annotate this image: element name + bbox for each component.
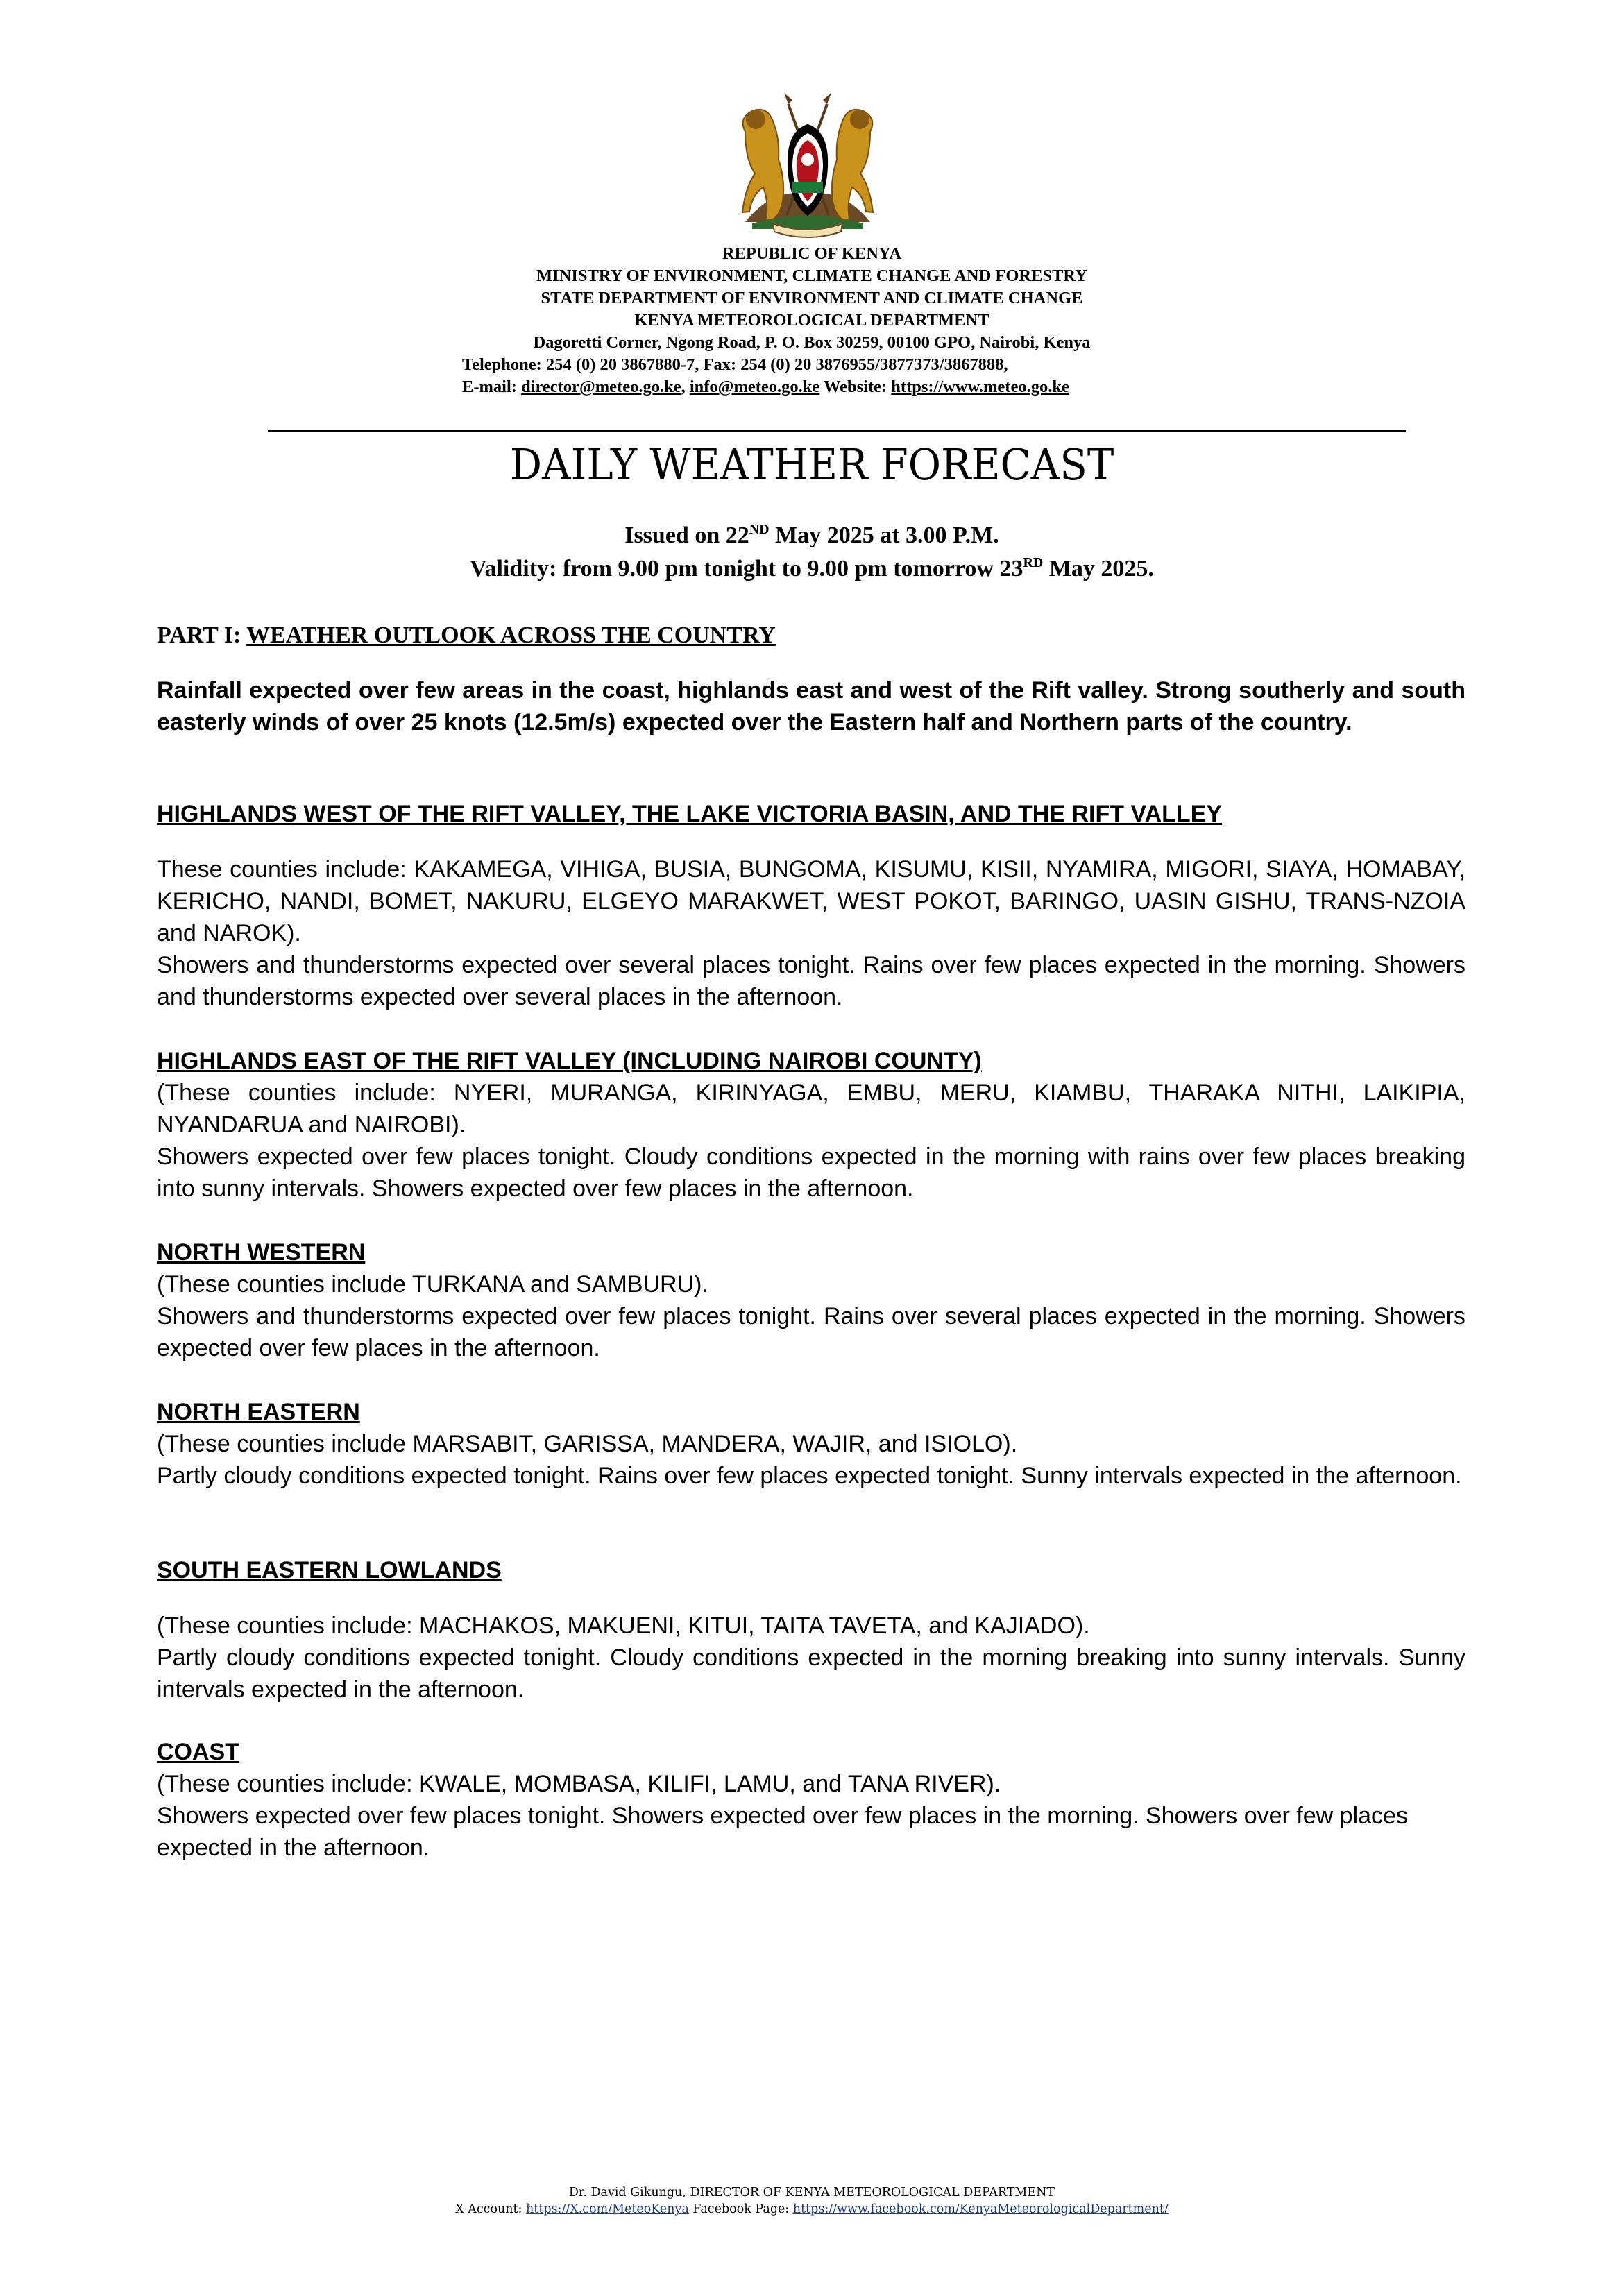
telephone-line: Telephone: 254 (0) 20 3867880-7, Fax: 254 (0) 20 3876955/3877373/3867888, [462,355,1008,374]
section-heading-north-western: NORTH WESTERN [157,1239,366,1266]
department-line: KENYA METEOROLOGICAL DEPARTMENT [634,311,989,330]
facebook-label: Facebook Page: [688,2202,793,2216]
director-email-link[interactable]: director@meteo.go.ke [521,377,681,396]
issued-line [208,519,1416,552]
issued-prefix: Issued on 22 [624,522,749,548]
section-forecast: Showers and thunderstorms expected over few places tonight. Rains over several places expected in the morning. Showers expected over few places in the afternoon. [157,1303,1465,1361]
issue-info [208,519,1416,586]
section-body-highlands-east [157,1077,1465,1205]
section-heading-coast: COAST [157,1739,239,1765]
page-title: DAILY WEATHER FORECAST [509,439,1114,490]
email-line [208,376,1416,398]
section-counties: (These counties include: MACHAKOS, MAKUENI, KITUI, TAITA TAVETA, and KAJIADO). [157,1613,1090,1639]
address-line: Dagoretti Corner, Ngong Road, P. O. Box 30259, 00100 GPO, Nairobi, Kenya [533,333,1091,352]
ministry-line: MINISTRY OF ENVIRONMENT, CLIMATE CHANGE AND FORESTRY [536,266,1087,285]
section-counties: (These counties include: KWALE, MOMBASA, KILIFI, LAMU, and TANA RIVER). [157,1771,1001,1797]
state-department-line: STATE DEPARTMENT OF ENVIRONMENT AND CLIMATE CHANGE [541,289,1083,307]
section-body-highlands-west [157,853,1465,1013]
section-forecast: Showers expected over few places tonight. Cloudy conditions expected in the morning with rains over few places breaking into sunny intervals. Showers expected over few places in the afternoon. [157,1143,1465,1202]
website-label: Website: [819,377,892,396]
part-label: PART I: [157,622,247,648]
validity-sup: RD [1023,555,1044,570]
section-heading-south-eastern: SOUTH EASTERN LOWLANDS [157,1557,502,1583]
part-title: WEATHER OUTLOOK ACROSS THE COUNTRY [246,622,776,648]
facebook-page-link[interactable]: https://www.facebook.com/KenyaMeteorologicalDepartment/ [792,2202,1169,2216]
section-heading-highlands-east: HIGHLANDS EAST OF THE RIFT VALLEY (INCLUDING NAIROBI COUNTY) [157,1048,982,1074]
section-heading-highlands-west: HIGHLANDS WEST OF THE RIFT VALLEY, THE LAKE VICTORIA BASIN, AND THE RIFT VALLEY [157,801,1223,827]
validity-line [208,552,1416,586]
email-label: E-mail: [462,377,522,396]
section-body-south-eastern [157,1610,1465,1706]
validity-prefix: Validity: from 9.00 pm tonight to 9.00 pm tomorrow 23 [470,556,1023,581]
info-email-link[interactable]: info@meteo.go.ke [689,377,820,396]
section-counties: (These counties include TURKANA and SAMBURU). [157,1271,708,1298]
section-counties: (These counties include: NYERI, MURANGA, KIRINYAGA, EMBU, MERU, KIAMBU, THARAKA NITHI, LAIKIPIA, NYANDARUA and NAIROBI). [157,1080,1465,1138]
section-body-north-eastern [157,1428,1465,1492]
issued-suffix: May 2025 at 3.00 P.M. [769,522,999,548]
email-separator: , [681,377,690,396]
part-heading [157,620,776,652]
section-body-coast [157,1768,1447,1864]
page-footer [208,2184,1416,2218]
letterhead [208,243,1416,398]
section-forecast: Partly cloudy conditions expected tonight. Rains over few places expected tonight. Sunny intervals expected in the afternoon. [157,1463,1462,1489]
section-body-north-western [157,1268,1465,1364]
footer-social [208,2201,1416,2218]
issued-sup: ND [749,522,770,537]
section-counties: (These counties include MARSABIT, GARISSA, MANDERA, WAJIR, and ISIOLO). [157,1431,1018,1457]
section-forecast: Showers and thunderstorms expected over several places tonight. Rains over few places expected in the morning. Showers and thunderstorms expected over several places in the afternoon. [157,952,1465,1010]
kenya-coat-of-arms-icon [724,90,891,239]
section-forecast: Partly cloudy conditions expected tonight. Cloudy conditions expected in the morning breaking into sunny intervals. Sunny intervals expected in the afternoon. [157,1644,1465,1703]
footer-signatory: Dr. David Gikungu, DIRECTOR OF KENYA METEOROLOGICAL DEPARTMENT [568,2186,1055,2200]
website-link[interactable]: https://www.meteo.go.ke [891,377,1069,396]
section-counties: These counties include: KAKAMEGA, VIHIGA, BUSIA, BUNGOMA, KISUMU, KISII, NYAMIRA, MIGORI, SIAYA, HOMABAY, KERICHO, NANDI, BOMET, NAKURU, ELGEYO MARAKWET, WEST POKOT, BARINGO, UASIN GISHU, TRANS-NZOIA and NAROK). [157,856,1465,946]
validity-suffix: May 2025. [1043,556,1154,581]
x-account-label: X Account: [455,2202,527,2216]
section-forecast: Showers expected over few places tonight. Showers expected over few places in the morning. Showers over few places expected in the afternoon. [157,1803,1408,1861]
section-heading-north-eastern: NORTH EASTERN [157,1399,360,1425]
summary-paragraph: Rainfall expected over few areas in the coast, highlands east and west of the Rift valley. Strong southerly and south easterly winds of over 25 knots (12.5m/s) expected over the Eastern half and Northern parts of the country. [157,677,1465,735]
x-account-link[interactable]: https://X.com/MeteoKenya [526,2202,689,2216]
republic-line: REPUBLIC OF KENYA [722,244,902,263]
